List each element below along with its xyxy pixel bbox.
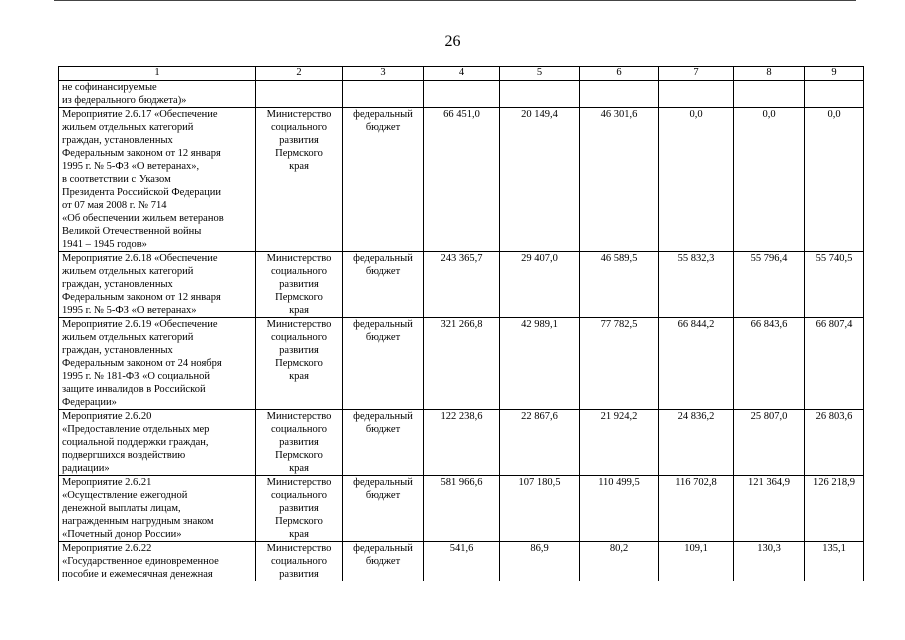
event-cell-line: «Предоставление отдельных мер [62, 424, 210, 435]
responsible-org-cell-line: Министерство [266, 319, 332, 330]
table-row [59, 81, 864, 108]
responsible-org-cell [256, 476, 343, 542]
event-cell-line: радиации» [62, 463, 110, 474]
amount-cell [580, 542, 659, 582]
amount-cell [580, 476, 659, 542]
amount-value: 77 782,5 [600, 319, 638, 330]
amount-cell [805, 410, 864, 476]
event-cell-line: жильем отдельных категорий [62, 122, 194, 133]
amount-cell [734, 108, 805, 252]
amount-cell [659, 542, 734, 582]
column-header: 1 [59, 67, 256, 81]
responsible-org-cell-line: социального [270, 424, 328, 435]
amount-value: 130,3 [757, 543, 781, 554]
amount-value: 26 803,6 [815, 411, 853, 422]
funding-source-cell-line: бюджет [365, 490, 401, 501]
event-cell-line: 1995 г. № 181-ФЗ «О социальной [62, 371, 210, 382]
amount-cell [734, 476, 805, 542]
funding-source-cell-line: федеральный [353, 109, 413, 120]
event-cell-line: «Осуществление ежегодной [62, 490, 188, 501]
event-cell-line: 1995 г. № 5-ФЗ «О ветеранах» [62, 305, 197, 316]
amount-cell [734, 542, 805, 582]
amount-value: 66 451,0 [443, 109, 480, 120]
event-cell-line: Федеральным законом от 24 ноября [62, 358, 222, 369]
responsible-org-cell-line: Пермского [275, 148, 323, 159]
table-row [59, 542, 864, 582]
responsible-org-cell-line: развития [279, 503, 319, 514]
event-cell-line: «Почетный донор России» [62, 529, 182, 540]
funding-source-cell [343, 476, 424, 542]
event-cell-line: 1941 – 1945 годов» [62, 239, 147, 250]
responsible-org-cell-line: развития [279, 437, 319, 448]
funding-source-cell-line: федеральный [353, 319, 413, 330]
amount-value: 126 218,9 [813, 477, 855, 488]
funding-source-cell-line: федеральный [353, 253, 413, 264]
amount-cell [734, 318, 805, 410]
funding-source-cell-line: бюджет [365, 332, 401, 343]
event-cell [59, 81, 256, 108]
event-cell-line: не софинансируемые [62, 82, 157, 93]
event-cell [59, 542, 256, 582]
responsible-org-cell [256, 252, 343, 318]
event-cell-line: Мероприятие 2.6.17 «Обеспечение [62, 109, 218, 120]
amount-cell [424, 410, 500, 476]
event-cell [59, 318, 256, 410]
table-row [59, 252, 864, 318]
amount-cell [805, 81, 864, 108]
amount-value: 86,9 [530, 543, 549, 554]
responsible-org-cell-line: развития [279, 279, 319, 290]
responsible-org-cell-line: социального [270, 122, 328, 133]
responsible-org-cell [256, 410, 343, 476]
amount-value: 66 843,6 [750, 319, 788, 330]
responsible-org-cell-line: Министерство [266, 109, 332, 120]
amount-cell [424, 542, 500, 582]
responsible-org-cell-line: края [289, 371, 309, 382]
amount-cell [500, 252, 580, 318]
amount-value: 110 499,5 [598, 477, 640, 488]
event-cell-line: Федерации» [62, 397, 117, 408]
amount-cell [424, 81, 500, 108]
funding-source-cell-line: бюджет [365, 122, 401, 133]
amount-cell [500, 542, 580, 582]
event-cell [59, 410, 256, 476]
event-cell-line: 1995 г. № 5-ФЗ «О ветеранах», [62, 161, 200, 172]
column-header: 5 [500, 67, 580, 81]
amount-cell [659, 476, 734, 542]
event-cell-line: жильем отдельных категорий [62, 332, 194, 343]
amount-cell [659, 318, 734, 410]
event-cell-line: пособие и ежемесячная денежная [62, 569, 213, 580]
event-cell [59, 252, 256, 318]
column-header: 3 [343, 67, 424, 81]
amount-cell [500, 410, 580, 476]
amount-cell [500, 318, 580, 410]
amount-value: 109,1 [684, 543, 708, 554]
funding-source-cell [343, 410, 424, 476]
amount-cell [580, 318, 659, 410]
amount-cell [500, 108, 580, 252]
amount-cell [424, 318, 500, 410]
amount-value: 116 702,8 [675, 477, 717, 488]
amount-value: 66 807,4 [815, 319, 853, 330]
amount-value: 46 301,6 [600, 109, 638, 120]
page-top-edge [54, 0, 856, 1]
event-cell-line: Федеральным законом от 12 января [62, 148, 221, 159]
funding-source-cell-line: бюджет [365, 424, 401, 435]
amount-cell [805, 476, 864, 542]
responsible-org-cell-line: развития [279, 569, 319, 580]
funding-source-cell [343, 108, 424, 252]
responsible-org-cell-line: социального [270, 332, 328, 343]
event-cell-line: защите инвалидов в Российской [62, 384, 206, 395]
funding-source-cell [343, 318, 424, 410]
responsible-org-cell-line: края [289, 529, 309, 540]
amount-cell [580, 81, 659, 108]
amount-value: 243 365,7 [440, 253, 483, 264]
funding-source-cell-line: федеральный [353, 543, 413, 554]
amount-value: 135,1 [822, 543, 846, 554]
table-row [59, 108, 864, 252]
event-cell-line: граждан, установленных [62, 279, 173, 290]
amount-cell [424, 252, 500, 318]
table-row [59, 410, 864, 476]
responsible-org-cell-line: края [289, 305, 309, 316]
funding-source-cell [343, 542, 424, 582]
responsible-org-cell-line: социального [270, 266, 328, 277]
amount-cell [580, 108, 659, 252]
amount-value: 0,0 [762, 109, 776, 120]
amount-value: 55 796,4 [750, 253, 788, 264]
amount-cell [805, 108, 864, 252]
amount-value: 55 740,5 [815, 253, 853, 264]
event-cell-line: из федерального бюджета)» [62, 95, 187, 106]
responsible-org-cell-line: Министерство [266, 253, 332, 264]
amount-cell [424, 476, 500, 542]
amount-value: 29 407,0 [521, 253, 558, 264]
amount-cell [734, 252, 805, 318]
amount-cell [424, 108, 500, 252]
responsible-org-cell-line: развития [279, 345, 319, 356]
event-cell-line: жильем отдельных категорий [62, 266, 194, 277]
amount-value: 22 867,6 [521, 411, 558, 422]
event-cell [59, 108, 256, 252]
table-row [59, 476, 864, 542]
amount-value: 107 180,5 [518, 477, 561, 488]
event-cell-line: граждан, установленных [62, 345, 173, 356]
event-cell-line: социальной поддержки граждан, [62, 437, 209, 448]
column-header: 8 [734, 67, 805, 81]
responsible-org-cell [256, 81, 343, 108]
responsible-org-cell-line: социального [270, 556, 328, 567]
responsible-org-cell-line: Министерство [266, 477, 332, 488]
responsible-org-cell-line: социального [270, 490, 328, 501]
amount-value: 122 238,6 [440, 411, 483, 422]
column-header: 6 [580, 67, 659, 81]
responsible-org-cell-line: Пермского [275, 516, 323, 527]
amount-value: 321 266,8 [440, 319, 483, 330]
amount-cell [805, 252, 864, 318]
column-header: 4 [424, 67, 500, 81]
column-number-row [59, 67, 864, 81]
event-cell-line: Мероприятие 2.6.19 «Обеспечение [62, 319, 218, 330]
amount-value: 42 989,1 [521, 319, 558, 330]
responsible-org-cell-line: Пермского [275, 450, 323, 461]
amount-value: 55 832,3 [677, 253, 715, 264]
amount-value: 66 844,2 [677, 319, 715, 330]
column-header: 7 [659, 67, 734, 81]
event-cell-line: от 07 мая 2008 г. № 714 [62, 200, 167, 211]
amount-value: 581 966,6 [440, 477, 483, 488]
amount-value: 0,0 [827, 109, 841, 120]
amount-value: 0,0 [689, 109, 703, 120]
responsible-org-cell-line: развития [279, 135, 319, 146]
amount-value: 46 589,5 [600, 253, 638, 264]
amount-value: 20 149,4 [521, 109, 558, 120]
event-cell-line: в соответствии с Указом [62, 174, 171, 185]
amount-cell [659, 108, 734, 252]
amount-value: 21 924,2 [600, 411, 638, 422]
responsible-org-cell [256, 108, 343, 252]
amount-cell [805, 318, 864, 410]
event-cell-line: подвергшихся воздействию [62, 450, 186, 461]
responsible-org-cell-line: Министерство [266, 543, 332, 554]
event-cell-line: Мероприятие 2.6.18 «Обеспечение [62, 253, 218, 264]
responsible-org-cell-line: Пермского [275, 292, 323, 303]
responsible-org-cell-line: края [289, 161, 309, 172]
funding-source-cell [343, 252, 424, 318]
funding-source-cell-line: федеральный [353, 411, 413, 422]
event-cell-line: Президента Российской Федерации [62, 187, 221, 198]
funding-source-cell-line: бюджет [365, 266, 401, 277]
amount-cell [805, 542, 864, 582]
event-cell-line: Мероприятие 2.6.20 [62, 411, 152, 422]
amount-value: 121 364,9 [748, 477, 790, 488]
amount-cell [580, 410, 659, 476]
amount-cell [659, 81, 734, 108]
responsible-org-cell-line: края [289, 463, 309, 474]
table-row [59, 318, 864, 410]
event-cell-line: «Государственное единовременное [62, 556, 219, 567]
amount-cell [500, 81, 580, 108]
event-cell-line: Мероприятие 2.6.22 [62, 543, 152, 554]
funding-source-cell-line: федеральный [353, 477, 413, 488]
amount-cell [659, 410, 734, 476]
event-cell-line: «Об обеспечении жильем ветеранов [62, 213, 224, 224]
responsible-org-cell [256, 318, 343, 410]
column-header: 2 [256, 67, 343, 81]
funding-source-cell-line: бюджет [365, 556, 401, 567]
amount-cell [580, 252, 659, 318]
event-cell [59, 476, 256, 542]
event-cell-line: денежной выплаты лицам, [62, 503, 181, 514]
page-number: 26 [444, 33, 461, 50]
event-cell-line: Федеральным законом от 12 января [62, 292, 221, 303]
event-cell-line: граждан, установленных [62, 135, 173, 146]
amount-cell [734, 81, 805, 108]
amount-value: 541,6 [449, 543, 474, 554]
budget-table [58, 66, 864, 581]
amount-value: 25 807,0 [750, 411, 788, 422]
responsible-org-cell [256, 542, 343, 582]
amount-cell [734, 410, 805, 476]
event-cell-line: Мероприятие 2.6.21 [62, 477, 152, 488]
responsible-org-cell-line: Министерство [266, 411, 332, 422]
amount-value: 80,2 [609, 543, 629, 554]
amount-cell [500, 476, 580, 542]
responsible-org-cell-line: Пермского [275, 358, 323, 369]
column-header: 9 [805, 67, 864, 81]
event-cell-line: Великой Отечественной войны [62, 226, 202, 237]
amount-cell [659, 252, 734, 318]
funding-source-cell [343, 81, 424, 108]
event-cell-line: награжденным нагрудным знаком [62, 516, 214, 527]
amount-value: 24 836,2 [677, 411, 715, 422]
